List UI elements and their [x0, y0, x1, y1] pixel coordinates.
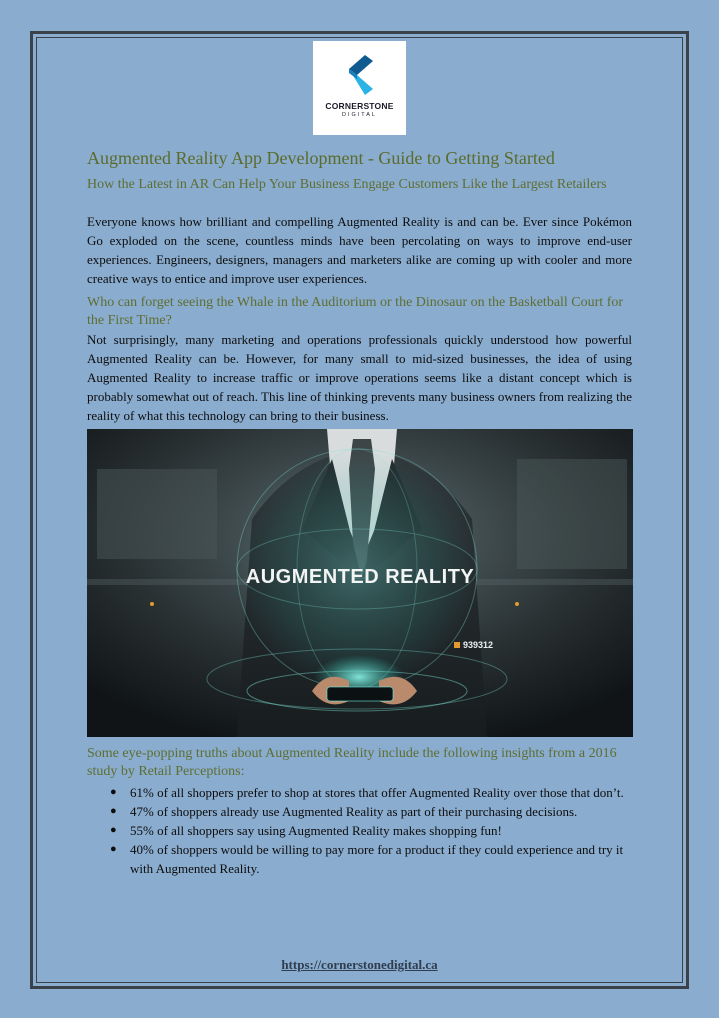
hero-number: 939312	[463, 640, 494, 650]
page-title: Augmented Reality App Development - Guide to Getting Started	[87, 148, 555, 168]
website-link[interactable]: https://cornerstonedigital.ca	[281, 957, 438, 972]
bullet-icon: ●	[110, 805, 117, 817]
list-item-text: 40% of shoppers would be willing to pay more for a product if they could experience and try it with Augmented Reality.	[130, 842, 624, 876]
list-item-text: 55% of all shoppers say using Augmented Reality makes shopping fun!	[130, 823, 502, 838]
chevron-logo-icon	[345, 55, 373, 95]
list-item	[87, 821, 632, 840]
subheading-retailers: How the Latest in AR Can Help Your Business Engage Customers Like the Largest Retailers	[87, 177, 607, 192]
statistics-list	[87, 783, 632, 878]
subheading-whale: Who can forget seeing the Whale in the Auditorium or the Dinosaur on the Basketball Court for the First Time?	[87, 295, 624, 328]
orange-square-icon	[454, 642, 460, 648]
hero-label: AUGMENTED REALITY	[245, 566, 475, 588]
bullet-icon: ●	[110, 824, 117, 836]
bullet-icon: ●	[110, 786, 117, 798]
list-item-text: 61% of all shoppers prefer to shop at stores that offer Augmented Reality over those that don’t.	[130, 785, 624, 800]
augmented-reality-hero-image	[87, 429, 633, 737]
logo-name: CORNERSTONE	[325, 101, 394, 111]
list-item	[87, 802, 632, 821]
company-logo[interactable]	[313, 41, 406, 135]
list-item-text: 47% of shoppers already use Augmented Reality as part of their purchasing decisions.	[130, 804, 578, 819]
marketing-paragraph: Not surprisingly, many marketing and operations professionals quickly understood how powerful Augmented Reality can be. However, for many small to mid-sized businesses, the idea of using Augmented Reality to increase traffic or improve operations seems like a distant concept which is probably somewhat out of reach. This line of thinking prevents many business owners from realizing the reality of what this technology can bring to their business.	[87, 332, 632, 423]
hero-number-badge	[454, 640, 493, 650]
list-item	[87, 783, 632, 802]
bullet-icon: ●	[110, 843, 117, 855]
intro-paragraph: Everyone knows how brilliant and compelling Augmented Reality is and can be. Ever since Pokémon Go exploded on the scene, countless minds have been percolating on ways to improve end-user experiences. Engineers, designers, managers and marketers alike are coming up with cooler and more creative ways to entice and improve user experiences.	[87, 214, 632, 286]
logo-subtitle: DIGITAL	[342, 112, 377, 118]
subheading-statistics: Some eye-popping truths about Augmented Reality include the following insights from a 2016 study by Retail Perceptions:	[87, 746, 617, 779]
list-item	[87, 840, 632, 878]
